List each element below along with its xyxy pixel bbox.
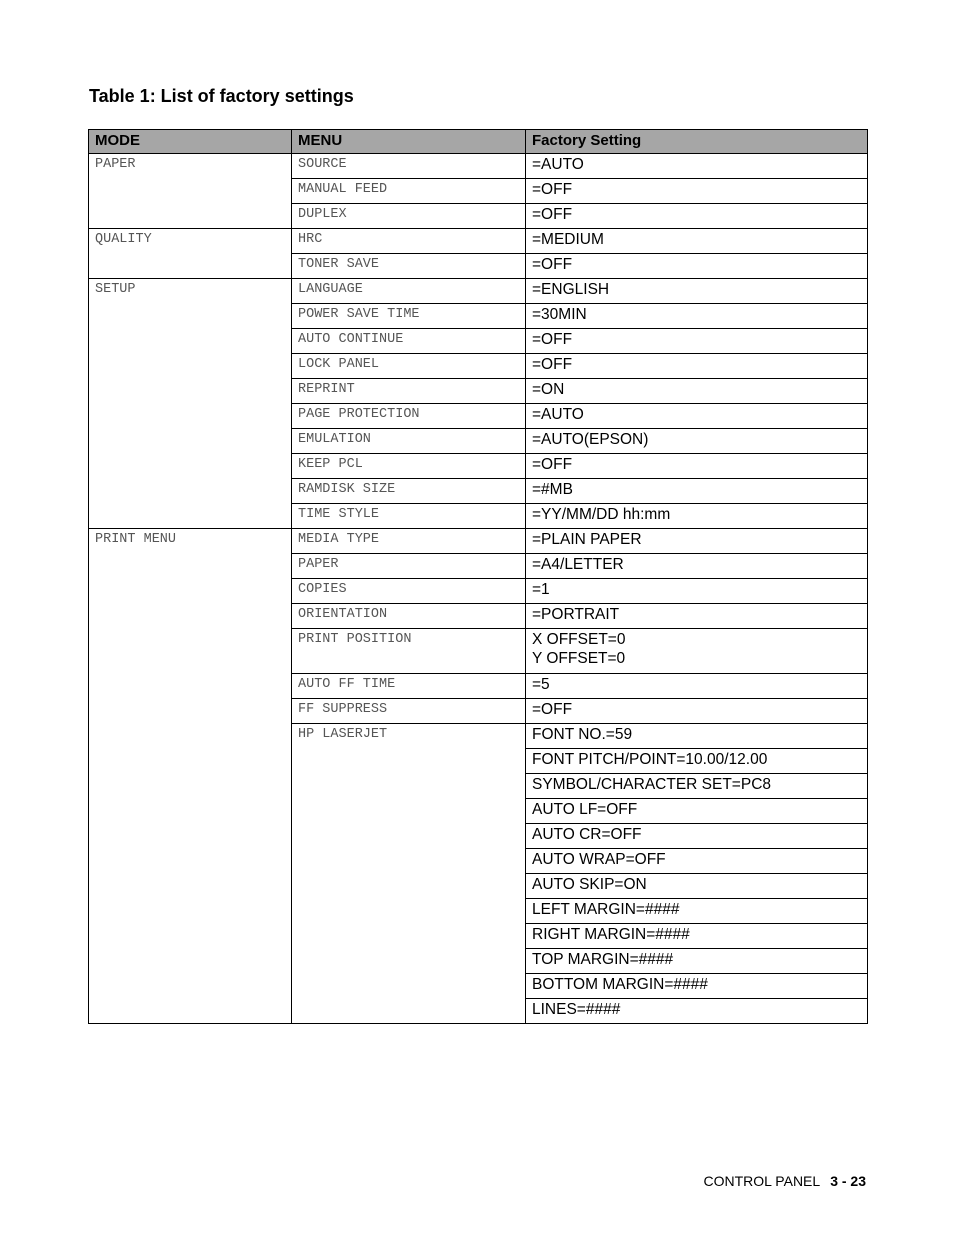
menu-cell: EMULATION <box>292 429 526 454</box>
table-body <box>89 154 868 1024</box>
menu-cell: LOCK PANEL <box>292 354 526 379</box>
factory-setting-cell: =ON <box>526 379 868 404</box>
menu-cell: DUPLEX <box>292 204 526 229</box>
factory-setting-cell: =PLAIN PAPER <box>526 529 868 554</box>
factory-setting-cell: BOTTOM MARGIN=#### <box>526 974 868 999</box>
menu-cell: SOURCE <box>292 154 526 179</box>
factory-setting-cell: RIGHT MARGIN=#### <box>526 924 868 949</box>
factory-setting-cell: =AUTO <box>526 154 868 179</box>
factory-setting-cell: AUTO SKIP=ON <box>526 874 868 899</box>
menu-cell: HRC <box>292 229 526 254</box>
table-row <box>89 529 868 554</box>
page-title: Table 1: List of factory settings <box>89 86 354 106</box>
factory-setting-cell: =OFF <box>526 699 868 724</box>
footer-page-number: 3 - 23 <box>830 1173 866 1189</box>
factory-setting-cell <box>526 629 868 674</box>
menu-cell: LANGUAGE <box>292 279 526 304</box>
menu-cell: PAPER <box>292 554 526 579</box>
footer-section: CONTROL PANEL <box>703 1173 821 1189</box>
factory-setting-cell: =#MB <box>526 479 868 504</box>
menu-cell: FF SUPPRESS <box>292 699 526 724</box>
factory-setting-cell: =A4/LETTER <box>526 554 868 579</box>
column-header-menu: MENU <box>292 130 526 154</box>
factory-setting-cell: =AUTO <box>526 404 868 429</box>
menu-cell: AUTO CONTINUE <box>292 329 526 354</box>
factory-setting-cell: =MEDIUM <box>526 229 868 254</box>
factory-setting-cell: AUTO WRAP=OFF <box>526 849 868 874</box>
column-header-factory-setting: Factory Setting <box>526 130 868 154</box>
factory-setting-cell: =OFF <box>526 454 868 479</box>
factory-setting-cell: =OFF <box>526 354 868 379</box>
factory-setting-line: X OFFSET=0 <box>532 631 626 648</box>
menu-cell: MEDIA TYPE <box>292 529 526 554</box>
factory-setting-cell: =30MIN <box>526 304 868 329</box>
menu-cell: ORIENTATION <box>292 604 526 629</box>
menu-cell: RAMDISK SIZE <box>292 479 526 504</box>
menu-cell: COPIES <box>292 579 526 604</box>
factory-setting-cell: =OFF <box>526 254 868 279</box>
menu-cell: TIME STYLE <box>292 504 526 529</box>
mode-cell: PRINT MENU <box>89 529 292 1024</box>
table-row <box>89 154 868 179</box>
menu-cell: TONER SAVE <box>292 254 526 279</box>
factory-setting-cell: =AUTO(EPSON) <box>526 429 868 454</box>
factory-setting-cell: =ENGLISH <box>526 279 868 304</box>
factory-setting-cell: SYMBOL/CHARACTER SET=PC8 <box>526 774 868 799</box>
table-header-row <box>89 130 868 154</box>
factory-setting-cell: =YY/MM/DD hh:mm <box>526 504 868 529</box>
factory-setting-cell: LINES=#### <box>526 999 868 1024</box>
mode-cell: PAPER <box>89 154 292 229</box>
menu-cell: AUTO FF TIME <box>292 674 526 699</box>
factory-setting-cell: =OFF <box>526 329 868 354</box>
mode-cell: QUALITY <box>89 229 292 279</box>
menu-cell: HP LASERJET <box>292 724 526 1024</box>
menu-cell: KEEP PCL <box>292 454 526 479</box>
factory-setting-cell: =PORTRAIT <box>526 604 868 629</box>
factory-setting-cell: =5 <box>526 674 868 699</box>
mode-cell: SETUP <box>89 279 292 529</box>
column-header-mode: MODE <box>89 130 292 154</box>
factory-setting-cell: LEFT MARGIN=#### <box>526 899 868 924</box>
table-row <box>89 229 868 254</box>
page-footer <box>703 1173 866 1189</box>
factory-setting-cell: AUTO CR=OFF <box>526 824 868 849</box>
factory-setting-cell: =OFF <box>526 204 868 229</box>
menu-cell: REPRINT <box>292 379 526 404</box>
menu-cell: MANUAL FEED <box>292 179 526 204</box>
factory-settings-table <box>88 129 868 1024</box>
menu-cell: PRINT POSITION <box>292 629 526 674</box>
table-row <box>89 279 868 304</box>
factory-setting-cell: FONT PITCH/POINT=10.00/12.00 <box>526 749 868 774</box>
menu-cell: POWER SAVE TIME <box>292 304 526 329</box>
factory-setting-cell: AUTO LF=OFF <box>526 799 868 824</box>
factory-setting-line: Y OFFSET=0 <box>532 650 626 667</box>
factory-setting-cell: TOP MARGIN=#### <box>526 949 868 974</box>
menu-cell: PAGE PROTECTION <box>292 404 526 429</box>
factory-setting-cell: =1 <box>526 579 868 604</box>
factory-setting-cell: =OFF <box>526 179 868 204</box>
factory-setting-cell: FONT NO.=59 <box>526 724 868 749</box>
